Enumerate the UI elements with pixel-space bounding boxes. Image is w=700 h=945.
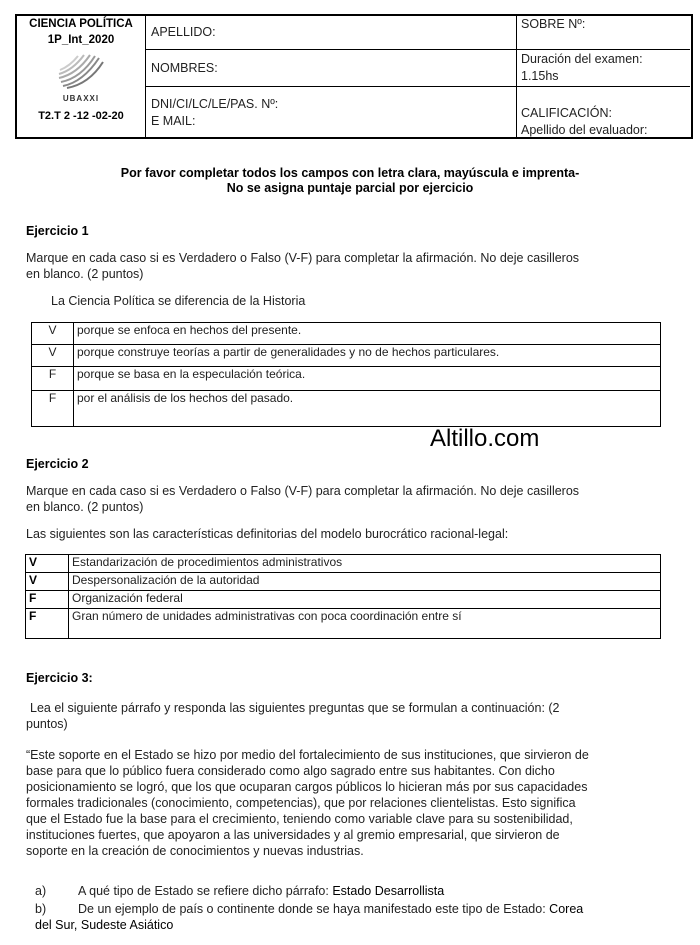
statement-cell: porque se basa en la especulación teórica. [74, 367, 661, 391]
question-a-letter: a) [35, 884, 47, 898]
ejercicio-1-table [31, 322, 661, 427]
statement-cell: Gran número de unidades administrativas con poca coordinación entre sí [69, 609, 661, 639]
email-label: E MAIL: [151, 114, 196, 128]
question-b-text: De un ejemplo de país o continente donde se haya manifestado este tipo de Estado: [78, 902, 546, 916]
ejercicio-1-prompt-line-2: en blanco. (2 puntos) [26, 267, 144, 281]
question-a-answer[interactable]: Estado Desarrollista [332, 884, 445, 898]
statement-cell: por el análisis de los hechos del pasado. [74, 391, 661, 427]
ubaxxi-logo-icon [55, 52, 107, 90]
ejercicio-2-stem: Las siguientes son las características definitorias del modelo burocrático racional-legal: [26, 527, 509, 541]
apellido-label: APELLIDO: [151, 25, 216, 39]
course-code: 1P_Int_2020 [47, 34, 115, 46]
dni-label: DNI/CI/LC/LE/PAS. Nº: [151, 97, 279, 111]
table-row [26, 609, 661, 639]
statement-cell: Despersonalización de la autoridad [69, 573, 661, 591]
nombres-label: NOMBRES: [151, 61, 218, 75]
quote-line: que el Estado fue la base para el crecimiento, teniendo como variable clave para su sostenibilidad, [26, 812, 573, 826]
ejercicio-1-title: Ejercicio 1 [26, 224, 89, 238]
vf-answer-cell[interactable]: V [26, 573, 69, 591]
table-row [26, 555, 661, 573]
vf-answer-cell[interactable]: V [32, 323, 74, 345]
table-row [32, 391, 661, 427]
quote-line: “Este soporte en el Estado se hizo por medio del fortalecimiento de sus instituciones, que sirvieron de [26, 748, 589, 762]
quote-line: formales tradicionales (conocimiento, competencias), que por relaciones clientelistas. Esto significa [26, 796, 576, 810]
vf-answer-cell[interactable]: V [26, 555, 69, 573]
ejercicio-3-title: Ejercicio 3: [26, 671, 93, 685]
quote-line: soporte en la creación de conocimientos y nuevas industrias. [26, 844, 364, 858]
vf-answer-cell[interactable]: V [32, 345, 74, 367]
ejercicio-2-title: Ejercicio 2 [26, 457, 89, 471]
table-row [32, 323, 661, 345]
ejercicio-1-stem: La Ciencia Política se diferencia de la Historia [51, 294, 306, 308]
course-name: CIENCIA POLÍTICA [29, 18, 133, 30]
exam-date-code: T2.T 2 -12 -02-20 [38, 110, 124, 122]
question-b [78, 901, 583, 917]
question-a-text: A qué tipo de Estado se refiere dicho párrafo: [78, 884, 329, 898]
statement-cell: porque se enfoca en hechos del presente. [74, 323, 661, 345]
vf-answer-cell[interactable]: F [32, 367, 74, 391]
duracion-value: 1.15hs [521, 69, 559, 83]
ejercicio-3-prompt-line-1: Lea el siguiente párrafo y responda las siguientes preguntas que se formulan a continuación: (2 [30, 701, 560, 715]
ejercicio-2-prompt-line-1: Marque en cada caso si es Verdadero o Falso (V-F) para completar la afirmación. No deje casilleros [26, 484, 580, 498]
quote-line: base para que lo público fuera considerado como algo sagrado entre sus habitantes. Con dicho [26, 764, 555, 778]
vf-answer-cell[interactable]: F [26, 591, 69, 609]
header-divider [145, 16, 146, 137]
header-divider [516, 16, 517, 137]
vf-answer-cell[interactable]: F [26, 609, 69, 639]
evaluador-label: Apellido del evaluador: [521, 123, 648, 137]
quote-line: posicionamiento se logró, que los que ocuparan cargos públicos lo hicieran más por sus capacidades [26, 780, 588, 794]
exam-header [15, 14, 693, 139]
statement-cell: porque construye teorías a partir de generalidades y no de hechos particulares. [74, 345, 661, 367]
question-a [78, 883, 444, 899]
ejercicio-2-table [25, 554, 661, 639]
ejercicio-3-prompt-line-2: puntos) [26, 717, 68, 731]
watermark: Altillo.com [430, 425, 540, 452]
question-b-answer-continued[interactable]: del Sur, Sudeste Asiático [35, 918, 174, 932]
question-b-letter: b) [35, 902, 47, 916]
header-divider [145, 49, 690, 50]
table-row [26, 573, 661, 591]
header-divider [145, 86, 690, 87]
statement-cell: Estandarización de procedimientos administrativos [69, 555, 661, 573]
question-b-answer[interactable]: Corea [549, 902, 584, 916]
ejercicio-2-prompt-line-2: en blanco. (2 puntos) [26, 500, 144, 514]
calificacion-label: CALIFICACIÓN: [521, 106, 612, 120]
table-row [32, 345, 661, 367]
table-row [32, 367, 661, 391]
table-row [26, 591, 661, 609]
sobre-label: SOBRE Nº: [521, 17, 586, 31]
statement-cell: Organización federal [69, 591, 661, 609]
instructions-line-2: No se asigna puntaje parcial por ejercicio [226, 181, 474, 195]
ejercicio-3-quote [26, 747, 666, 859]
instructions-line-1: Por favor completar todos los campos con letra clara, mayúscula e imprenta- [120, 166, 580, 180]
logo-text: UBAXXI [62, 94, 100, 103]
duracion-label: Duración del examen: [521, 52, 643, 66]
vf-answer-cell[interactable]: F [32, 391, 74, 427]
ejercicio-1-prompt-line-1: Marque en cada caso si es Verdadero o Falso (V-F) para completar la afirmación. No deje casilleros [26, 251, 580, 265]
quote-line: instituciones fuertes, que apoyaron a las universidades y al gremio empresarial, que sirvieron de [26, 828, 560, 842]
